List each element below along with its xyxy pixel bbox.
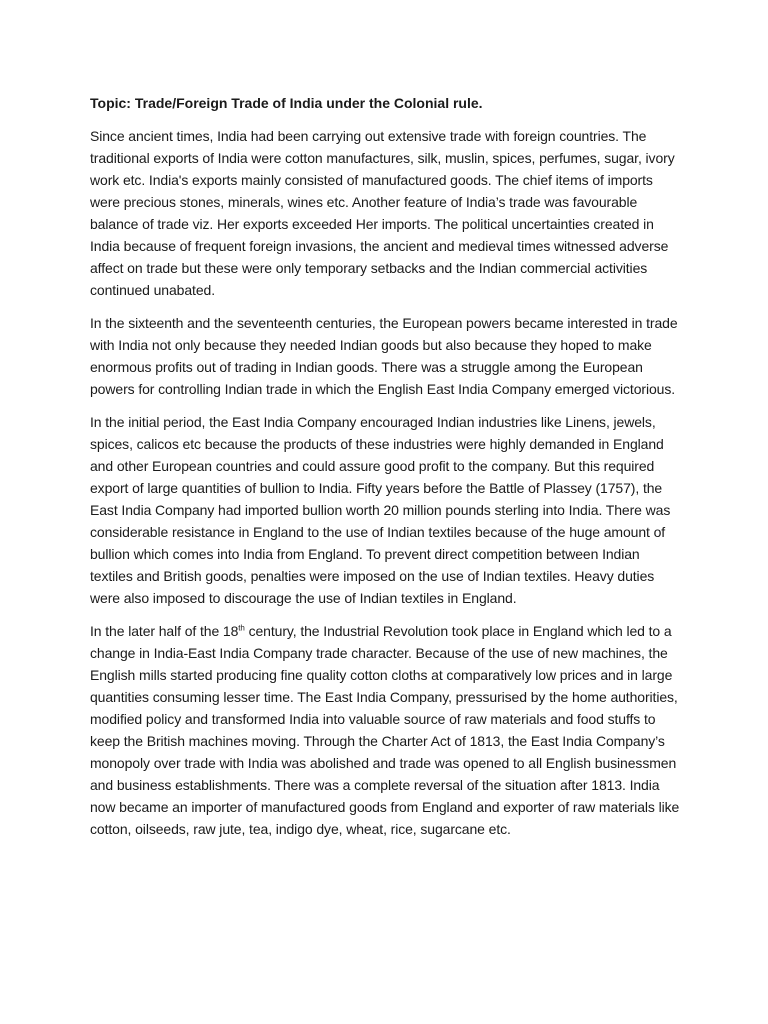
paragraph-european-powers: In the sixteenth and the seventeenth centuries, the European powers became interested in trade with India not only because they needed Indian goods but also because they hoped to make enormous profits out of trading in Indian goods. There was a struggle among the European powers for controlling Indian trade in which the English East India Company emerged victorious. (90, 315, 678, 397)
paragraph-ancient-trade: Since ancient times, India had been carrying out extensive trade with foreign countries. The traditional exports of India were cotton manufactures, silk, muslin, spices, perfumes, sugar, ivory work etc. India's exports mainly consisted of manufactured goods. The chief items of imports were precious stones, minerals, wines etc. Another feature of India’s trade was favourable balance of trade viz. Her exports exceeded Her imports. The political uncertainties created in India because of frequent foreign invasions, the ancient and medieval times witnessed adverse affect on trade but these were only temporary setbacks and the Indian commercial activities continued unabated. (90, 128, 675, 298)
document-body (90, 92, 680, 851)
document-topic-heading: Topic: Trade/Foreign Trade of India under the Colonial rule. (90, 95, 483, 111)
paragraph-initial-period: In the initial period, the East India Company encouraged Indian industries like Linens, jewels, spices, calicos etc because the products of these industries were highly demanded in England and other European countries and could assure good profit to the company. But this required export of large quantities of bullion to India. Fifty years before the Battle of Plassey (1757), the East India Company had imported bullion worth 20 million pounds sterling into India. There was considerable resistance in England to the use of Indian textiles because of the huge amount of bullion which comes into India from England. To prevent direct competition between Indian textiles and British goods, penalties were imposed on the use of Indian textiles. Heavy duties were also imposed to discourage the use of Indian textiles in England. (90, 414, 671, 606)
superscript-ordinal: th (238, 623, 245, 633)
paragraph-rest-text: century, the Industrial Revolution took place in England which led to a change in India-East India Company trade character. Because of the use of new machines, the English mills started producing fine quality cotton cloths at comparatively low prices and in large quantities consuming lesser time. The East India Company, pressurised by the home authorities, modified policy and transformed India into valuable source of raw materials and food stuffs to keep the British machines moving. Through the Charter Act of 1813, the East India Company’s monopoly over trade with India was abolished and trade was opened to all English businessmen and business establishments. There was a complete reversal of the situation after 1813. India now became an importer of manufactured goods from England and exporter of raw materials like cotton, oilseeds, raw jute, tea, indigo dye, wheat, rice, sugarcane etc. (90, 623, 680, 837)
paragraph-lead-text: In the later half of the 18 (90, 623, 239, 639)
paragraph-industrial-revolution (90, 620, 680, 840)
